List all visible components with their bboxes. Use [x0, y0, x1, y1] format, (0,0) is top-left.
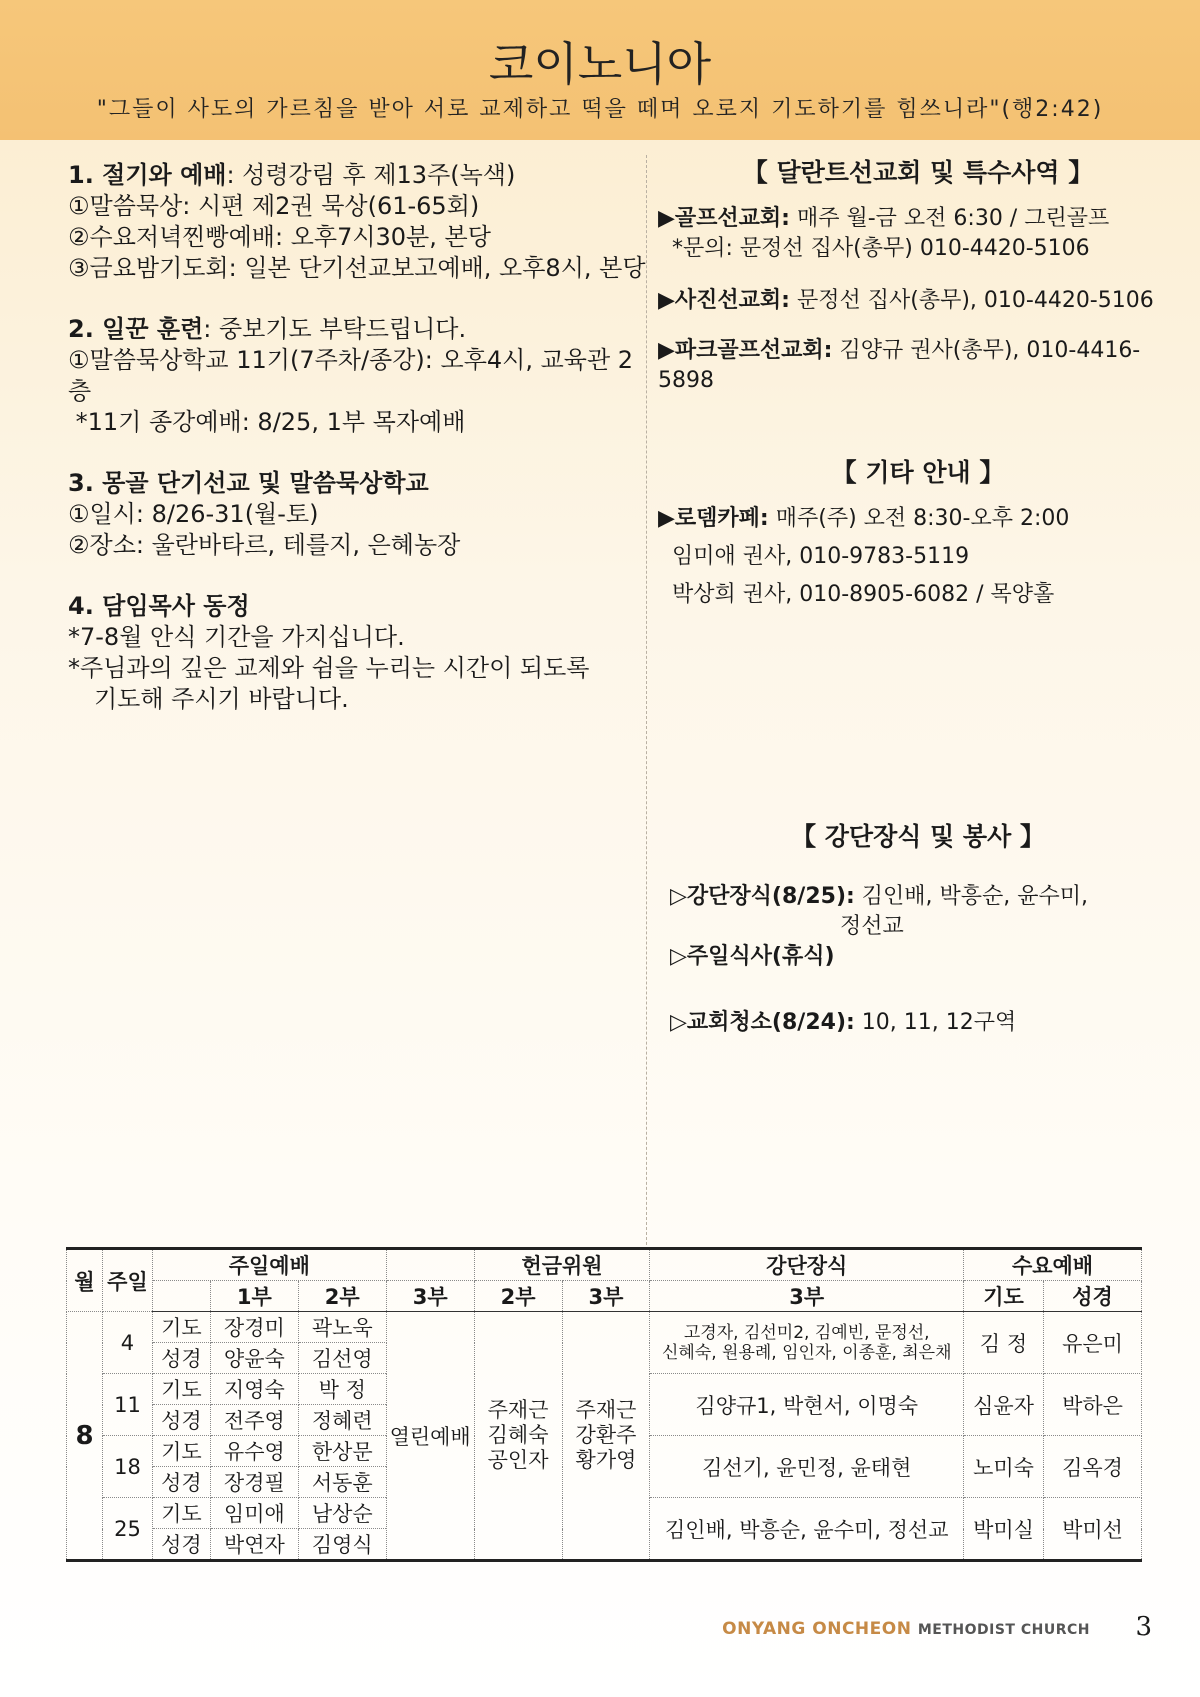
table-row: 성경 양윤숙 김선영: [67, 1343, 1142, 1374]
list-item: *7-8월 안식 기간을 가지십니다.: [68, 623, 405, 651]
section-mongolia: [68, 468, 648, 561]
golf-contact: *문의: 문정선 집사(총무) 010-4420-5106: [672, 236, 1090, 261]
list-item: *주님과의 깊은 교제와 쉼을 누리는 시간이 되도록: [68, 654, 590, 682]
golf-mission: ▶골프선교회: 매주 월-금 오전 6:30 / 그린골프: [658, 206, 1110, 231]
list-item: ①말씀묵상: 시편 제2권 묵상(61-65회): [68, 192, 480, 220]
parkgolf-mission: ▶파크골프선교회: 김양규 권사(총무), 010-4416-5898: [658, 338, 1141, 393]
church-brand: ONYANG ONCHEON METHODIST CHURCH: [722, 1619, 1090, 1639]
sunday-meal: ▷주일식사(휴식): [670, 944, 835, 969]
list-item: ①일시: 8/26-31(월-토): [68, 500, 319, 528]
table-row: 성경 박연자 김영식: [67, 1529, 1142, 1561]
list-item: ③금요밤기도회: 일본 단기선교보고예배, 오후8시, 본당: [68, 254, 646, 282]
section-heading: 1. 절기와 예배: [68, 161, 227, 189]
section-worship: [68, 160, 648, 284]
table-row: 25 기도 임미애 남상순 김인배, 박흥순, 윤수미, 정선교 박미실 박미선: [67, 1498, 1142, 1529]
table-row: 성경 전주영 정혜련: [67, 1405, 1142, 1436]
section-heading: 3. 몽골 단기선교 및 말씀묵상학교: [68, 469, 429, 497]
altar-deco: ▷강단장식(8/25): 김인배, 박흥순, 윤수미,: [670, 884, 1089, 909]
table-header-row: 월 주일 주일예배 헌금위원 강단장식 수요예배: [67, 1249, 1142, 1281]
header-banner: [0, 0, 1200, 140]
section-pastor: [68, 591, 648, 715]
altar-deco-cont: 정선교: [840, 914, 904, 939]
list-item: ②장소: 울란바타르, 테를지, 은혜농장: [68, 531, 461, 559]
mission-heading: 【 달란트선교회 및 특수사역 】: [742, 158, 1094, 187]
table-row: 8 4 기도 장경미 곽노욱 열린예배 주재근 김혜숙 공인자 주재근 강환주 황가영 고경자, 김선미2, 김예빈, 문정선, 신혜숙, 원용례, 임인자, 이종훈, 최은채 김 정 유은미: [67, 1312, 1142, 1343]
section-training: [68, 314, 648, 438]
etc-heading: 【 기타 안내 】: [831, 458, 1005, 487]
page-number: 3: [1135, 1612, 1152, 1642]
page-title: 코이노니아: [488, 37, 712, 91]
table-row: 18 기도 유수영 한상문 김선기, 윤민정, 윤태현 노미숙 김옥경: [67, 1436, 1142, 1467]
section-heading-detail: : 성령강림 후 제13주(녹색): [226, 161, 516, 189]
list-item: 기도해 주시기 바랍니다.: [94, 685, 349, 713]
section-heading-detail: : 중보기도 부탁드립니다.: [203, 315, 467, 343]
cafe-contact-2: 박상희 권사, 010-8905-6082 / 목양홀: [672, 582, 1055, 607]
left-column: [68, 160, 648, 745]
table-subheader-row: 1부 2부 3부 2부 3부 3부 기도 성경: [67, 1281, 1142, 1312]
photo-mission: ▶사진선교회: 문정선 집사(총무), 010-4420-5106: [658, 288, 1154, 313]
list-item: *11기 종강예배: 8/25, 1부 목자예배: [68, 408, 466, 436]
cafe-contact-1: 임미애 권사, 010-9783-5119: [672, 544, 970, 569]
section-heading: 4. 담임목사 동정: [68, 592, 250, 620]
list-item: ②수요저녁찐빵예배: 오후7시30분, 본당: [68, 223, 491, 251]
schedule-table: [66, 1247, 1142, 1562]
altar-heading: 【 강단장식 및 봉사 】: [791, 822, 1045, 851]
section-heading: 2. 일꾼 훈련: [68, 315, 204, 343]
list-item: ①말씀묵상학교 11기(7주차/종강): 오후4시, 교육관 2층: [68, 346, 634, 405]
bible-verse: "그들이 사도의 가르침을 받아 서로 교제하고 떡을 떼며 오로지 기도하기를 힘쓰니라"(행2:42): [96, 97, 1104, 122]
cafe-info: ▶로뎀카페: 매주(주) 오전 8:30-오후 2:00: [658, 506, 1070, 531]
table-row: 11 기도 지영숙 박 정 김양규1, 박현서, 이명숙 심윤자 박하은: [67, 1374, 1142, 1405]
church-cleaning: ▷교회청소(8/24): 10, 11, 12구역: [670, 1010, 1017, 1035]
right-column: [658, 158, 1178, 1048]
table-row: 성경 장경필 서동훈: [67, 1467, 1142, 1498]
